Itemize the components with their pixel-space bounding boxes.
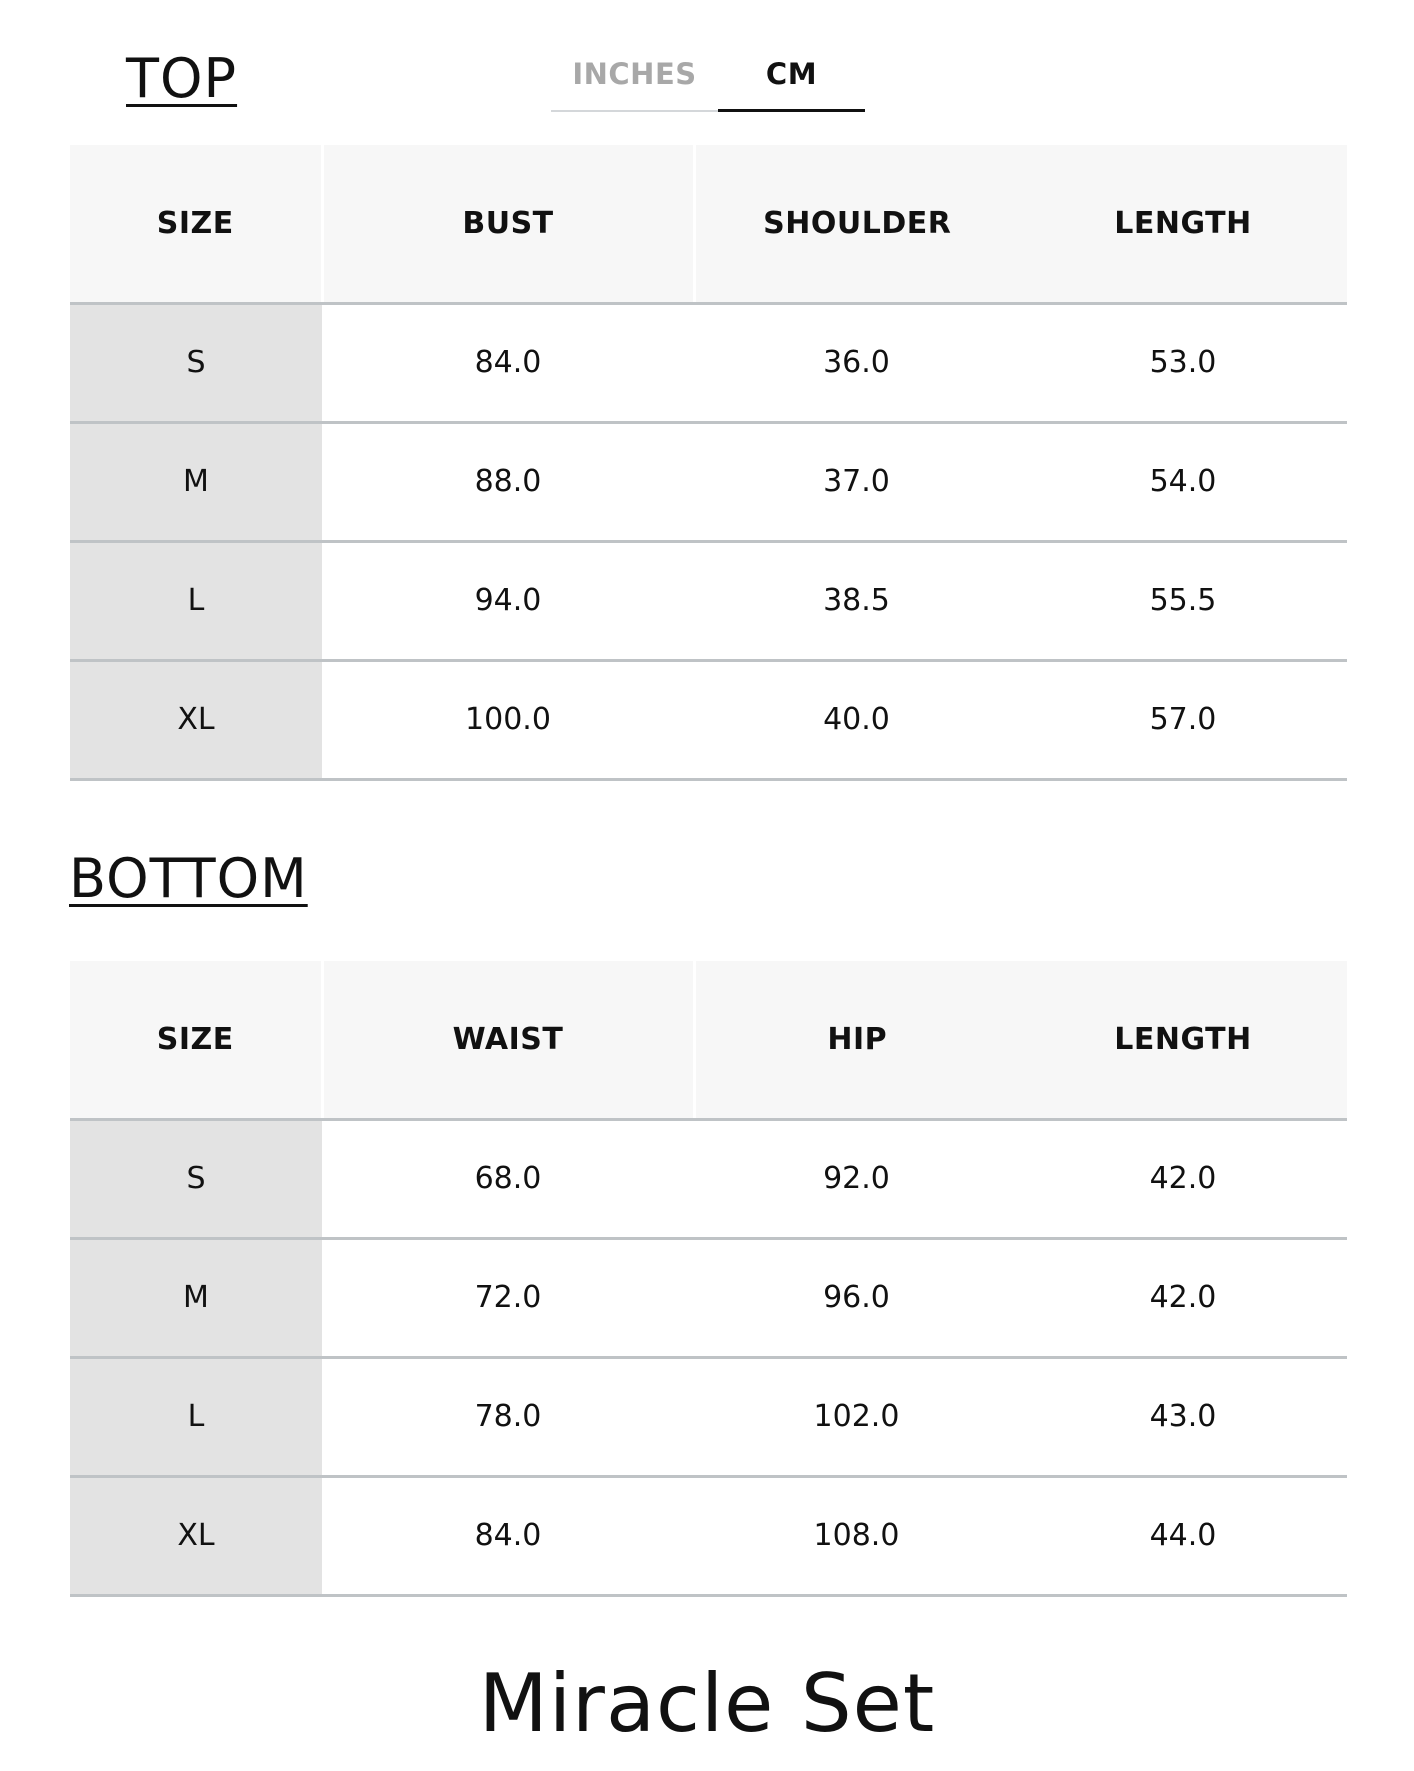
hip-cell: 92.0 [694,1119,1019,1238]
hip-cell: 102.0 [694,1357,1019,1476]
shoulder-cell: 38.5 [694,541,1019,660]
waist-cell: 78.0 [322,1357,694,1476]
column-header-size: SIZE [70,145,322,303]
table-row [70,1119,1347,1238]
waist-cell: 68.0 [322,1119,694,1238]
length-cell: 43.0 [1019,1357,1347,1476]
size-cell: S [70,303,322,422]
column-header-shoulder: SHOULDER [694,145,1019,303]
size-cell: M [70,422,322,541]
bust-cell: 94.0 [322,541,694,660]
length-cell: 55.5 [1019,541,1347,660]
size-cell: L [70,541,322,660]
length-cell: 57.0 [1019,660,1347,779]
column-header-length: LENGTH [1019,961,1347,1119]
column-header-waist: WAIST [322,961,694,1119]
column-header-size: SIZE [70,961,322,1119]
top-size-table [70,145,1347,781]
size-cell: S [70,1119,322,1238]
length-cell: 44.0 [1019,1476,1347,1595]
column-header-hip: HIP [694,961,1019,1119]
size-cell: L [70,1357,322,1476]
bust-cell: 84.0 [322,303,694,422]
table-row [70,1238,1347,1357]
bottom-section-title: BOTTOM [69,847,308,910]
bust-cell: 88.0 [322,422,694,541]
bust-cell: 100.0 [322,660,694,779]
size-cell: M [70,1238,322,1357]
shoulder-cell: 37.0 [694,422,1019,541]
size-cell: XL [70,660,322,779]
product-name: Miracle Set [478,1657,936,1750]
table-header-row [70,145,1347,303]
table-row [70,1357,1347,1476]
length-cell: 53.0 [1019,303,1347,422]
size-cell: XL [70,1476,322,1595]
top-section-title: TOP [126,47,238,110]
length-cell: 42.0 [1019,1238,1347,1357]
table-row [70,660,1347,779]
table-header-row [70,961,1347,1119]
hip-cell: 108.0 [694,1476,1019,1595]
table-row [70,303,1347,422]
length-cell: 42.0 [1019,1119,1347,1238]
waist-cell: 84.0 [322,1476,694,1595]
column-header-bust: BUST [322,145,694,303]
table-row [70,422,1347,541]
tab-inches[interactable]: INCHES [572,57,697,91]
waist-cell: 72.0 [322,1238,694,1357]
length-cell: 54.0 [1019,422,1347,541]
hip-cell: 96.0 [694,1238,1019,1357]
bottom-size-table [70,961,1347,1597]
tab-cm[interactable]: CM [718,52,865,112]
table-row [70,541,1347,660]
shoulder-cell: 36.0 [694,303,1019,422]
column-header-length: LENGTH [1019,145,1347,303]
unit-toggle [551,52,865,112]
table-row [70,1476,1347,1595]
shoulder-cell: 40.0 [694,660,1019,779]
